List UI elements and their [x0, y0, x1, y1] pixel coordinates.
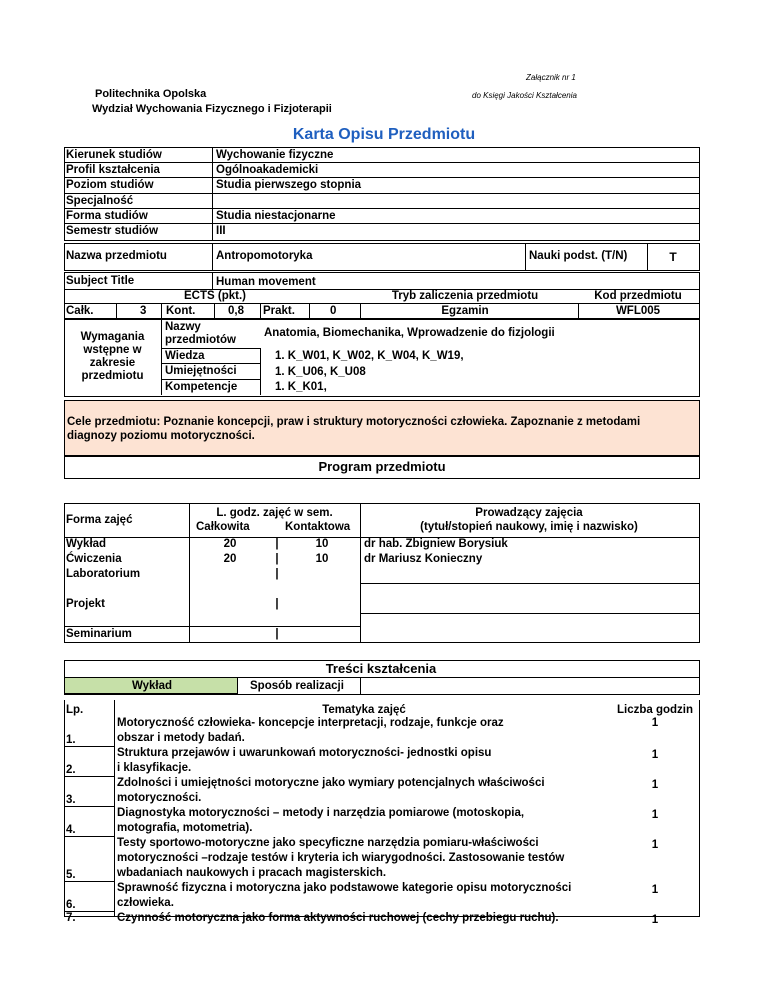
- code-header: Kod przedmiotu: [594, 290, 682, 302]
- lp-header: Lp.: [66, 704, 84, 716]
- prereq-names: Anatomia, Biomechanika, Wprowadzenie do fizjologii: [264, 327, 555, 339]
- topic-text: Testy sportowo-motoryczne jako specyficzne narzędzia pomiaru-właściwości: [117, 837, 539, 849]
- info-label: Forma studiów: [66, 210, 148, 222]
- topic-text: i klasyfikacje.: [117, 762, 192, 774]
- lecturer-header: Prowadzący zajęcia: [475, 507, 583, 519]
- topic-text: Struktura przejawów i uwarunkowań motoryczności- jednostki opisu: [117, 747, 492, 759]
- form-separator: |: [275, 553, 279, 565]
- info-value: Studia pierwszego stopnia: [216, 179, 362, 191]
- topic-text: motoryczności.: [117, 792, 202, 804]
- annex-label: Załącznik nr 1: [526, 73, 576, 82]
- subject-name-label: Nazwa przedmiotu: [66, 250, 167, 262]
- topic-number: 4.: [66, 824, 76, 836]
- mode-header: Tryb zaliczenia przedmiotu: [391, 290, 539, 302]
- topic-header: Tematyka zajęć: [322, 704, 406, 716]
- prereq-names-label: Nazwy przedmiotów: [165, 321, 236, 346]
- prereq-label: Wymagania wstępne w zakresie przedmiotu: [80, 331, 145, 382]
- basic-science-label: Nauki podst. (T/N): [529, 250, 628, 262]
- topic-number: 7.: [66, 912, 76, 924]
- topic-text: człowieka.: [117, 897, 174, 909]
- form-lecturer: dr hab. Zbigniew Borysiuk: [364, 538, 508, 550]
- topic-number: 6.: [66, 899, 76, 911]
- topic-text: wbadaniach naukowych i pracach magisterskich.: [117, 867, 387, 879]
- topic-text: obszar i metody badań.: [117, 732, 245, 744]
- page-title: Karta Opisu Przedmiotu: [292, 126, 476, 143]
- form-total-hours: 20: [223, 538, 237, 550]
- form-separator: |: [275, 598, 279, 610]
- topic-text: Sprawność fizyczna i motoryczna jako podstawowe kategorie opisu motoryczności: [117, 882, 572, 894]
- info-label: Profil kształcenia: [66, 164, 160, 176]
- course-goals: Cele przedmiotu: Poznanie koncepcji, praw i struktury motoryczności człowieka. Zapoznanie z metodami diagnozy poziomu motoryczności.: [64, 400, 700, 457]
- ects-practical-label: Prakt.: [263, 305, 295, 317]
- form-separator: |: [275, 568, 279, 580]
- lecturer-subheader: (tytuł/stopień naukowy, imię i nazwisko): [420, 521, 638, 533]
- topic-text: motoryczności –rodzaje testów i kryteria ich wiarygodności. Zastosowanie testów: [117, 852, 565, 864]
- topic-text: Motoryczność człowieka- koncepcje interpretacji, rodzaje, funkcje oraz: [117, 717, 504, 729]
- info-value: III: [216, 225, 226, 237]
- topic-number: 2.: [66, 764, 76, 776]
- topic-hours: 1: [651, 884, 659, 896]
- topic-number: 3.: [66, 794, 76, 806]
- knowledge-value: 1. K_W01, K_W02, K_W04, K_W19,: [275, 350, 464, 362]
- topic-hours: 1: [651, 914, 659, 926]
- info-label: Kierunek studiów: [66, 149, 162, 161]
- form-header: Forma zajęć: [66, 514, 133, 526]
- topic-text: motografia, motometria).: [117, 822, 253, 834]
- topic-text: Zdolności i umiejętności motoryczne jako wymiary potencjalnych właściwości: [117, 777, 545, 789]
- form-total-hours: 20: [223, 553, 237, 565]
- form-name: Ćwiczenia: [66, 553, 122, 565]
- skills-label: Umiejętności: [165, 365, 237, 377]
- lecture-tab[interactable]: Wykład: [64, 677, 238, 694]
- total-header: Całkowita: [196, 521, 250, 533]
- form-lecturer: dr Mariusz Konieczny: [364, 553, 483, 565]
- ects-total: 3: [140, 305, 147, 317]
- topic-text: Czynność motoryczna jako forma aktywności ruchowej (cechy przebiegu ruchu).: [117, 912, 559, 924]
- ects-contact-label: Kont.: [166, 305, 196, 317]
- book-reference: do Księgi Jakości Kształcenia: [472, 91, 577, 100]
- info-value: Wychowanie fizyczne: [216, 149, 334, 161]
- form-separator: |: [275, 538, 279, 550]
- exam-mode: Egzamin: [441, 305, 489, 317]
- basic-science-value: T: [669, 250, 677, 264]
- form-name: Projekt: [66, 598, 105, 610]
- form-separator: |: [275, 628, 279, 640]
- ects-contact: 0,8: [228, 305, 244, 317]
- topic-hours: 1: [651, 839, 659, 851]
- contents-title: Treści kształcenia: [325, 661, 437, 676]
- info-label: Semestr studiów: [66, 225, 159, 237]
- topic-hours: 1: [651, 779, 659, 791]
- form-name: Wykład: [66, 538, 107, 550]
- subject-title-en: Human movement: [216, 276, 316, 288]
- university-name: Politechnika Opolska: [95, 88, 207, 100]
- form-name: Seminarium: [66, 628, 132, 640]
- competences-label: Kompetencje: [165, 381, 238, 393]
- competences-value: 1. K_K01,: [275, 381, 327, 393]
- info-label: Poziom studiów: [66, 179, 154, 191]
- subject-name: Antropomotoryka: [216, 250, 313, 262]
- form-name: Laboratorium: [66, 568, 141, 580]
- course-code: WFL005: [615, 305, 661, 317]
- ects-header: ECTS (pkt.): [184, 290, 246, 302]
- topic-hours: 1: [651, 809, 659, 821]
- skills-value: 1. K_U06, K_U08: [275, 366, 366, 378]
- knowledge-label: Wiedza: [165, 350, 205, 362]
- topic-hours: 1: [651, 717, 659, 729]
- topic-number: 1.: [66, 734, 76, 746]
- contact-header: Kontaktowa: [285, 521, 351, 533]
- form-contact-hours: 10: [315, 553, 329, 565]
- method-label: Sposób realizacji: [250, 680, 344, 692]
- subject-title-label: Subject Title: [66, 275, 135, 287]
- hours-count-header: Liczba godzin: [616, 704, 694, 716]
- form-contact-hours: 10: [315, 538, 329, 550]
- faculty-name: Wydział Wychowania Fizycznego i Fizjoterapii: [92, 103, 332, 115]
- ects-practical: 0: [330, 305, 337, 317]
- ects-total-label: Całk.: [66, 305, 94, 317]
- program-title: Program przedmiotu: [318, 459, 446, 474]
- topic-text: Diagnostyka motoryczności – metody i narzędzia pomiarowe (motoskopia,: [117, 807, 525, 819]
- topic-hours: 1: [651, 749, 659, 761]
- topic-number: 5.: [66, 869, 76, 881]
- program-section: [64, 455, 700, 479]
- hours-header: L. godz. zajęć w sem.: [216, 507, 333, 519]
- info-value: Ogólnoakademicki: [216, 164, 319, 176]
- info-value: Studia niestacjonarne: [216, 210, 336, 222]
- info-label: Specjalność: [66, 195, 134, 207]
